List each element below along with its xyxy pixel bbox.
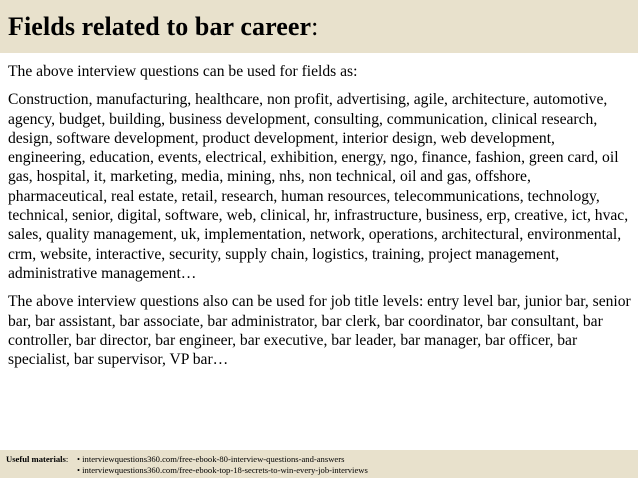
- footer-link-ebook-80-questions[interactable]: • interviewquestions360.com/free-ebook-80-interview-questions-and-answers: [77, 454, 345, 464]
- job-levels-paragraph: The above interview questions also can be used for job title levels: entry level bar, junior bar, senior bar, bar assistant, bar associate, bar administrator, bar clerk, bar coordinator, bar consultant, bar controller, bar director, bar engineer, bar executive, bar leader, bar manager, bar officer, bar specialist, bar supervisor, VP bar…: [8, 293, 631, 369]
- title-bar: [0, 0, 638, 53]
- footer: [0, 450, 638, 478]
- page-title-colon: :: [311, 12, 319, 41]
- footer-label-text: Useful materials: [6, 454, 66, 464]
- main-content: [8, 62, 632, 378]
- footer-row-2: [6, 465, 368, 476]
- footer-row-1: [6, 454, 344, 465]
- intro-paragraph: The above interview questions can be used for fields as:: [8, 63, 358, 80]
- footer-label: [6, 454, 77, 465]
- footer-label-suffix: :: [65, 454, 69, 464]
- page-title-text: Fields related to bar career: [8, 12, 312, 41]
- fields-list-paragraph: Construction, manufacturing, healthcare, non profit, advertising, agile, architecture, automotive, agency, budget, building, business development, consulting, communication, clinical research, design, software development, product development, interior design, web development, engineering, education, events, electrical, exhibition, energy, ngo, finance, fashion, green card, oil gas, hospital, it, marketing, media, mining, nhs, non technical, oil and gas, offshore, pharmaceutical, real estate, retail, research, human resources, telecommunications, technology, technical, senior, digital, software, web, clinical, hr, infrastructure, business, erp, creative, ict, hvac, sales, quality management, uk, implementation, network, operations, architectural, environmental, crm, website, interactive, security, supply chain, logistics, training, project management, administrative management…: [8, 91, 629, 282]
- page-title: [8, 11, 319, 43]
- footer-link-ebook-18-secrets[interactable]: • interviewquestions360.com/free-ebook-top-18-secrets-to-win-every-job-interviews: [77, 465, 368, 475]
